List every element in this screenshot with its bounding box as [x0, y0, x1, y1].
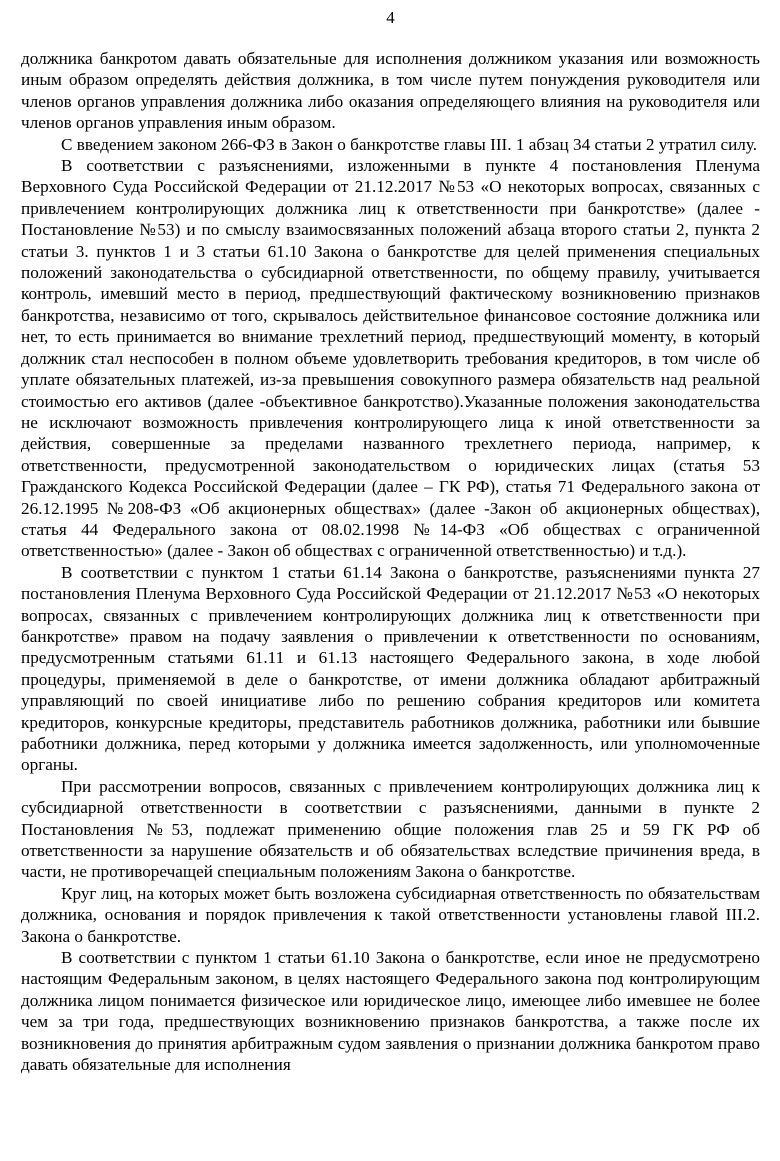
paragraph-circle-of-persons: Круг лиц, на которых может быть возложена субсидиарная ответственность по обязательствам должника, основания и порядок привлечения к такой ответственности установлены главой III.2. Закона о банкротстве.: [21, 883, 760, 946]
page-number: 4: [386, 8, 395, 27]
paragraph-general-provisions: При рассмотрении вопросов, связанных с привлечением контролирующих должника лиц к субсидиарной ответственности в соответствии с разъяснениями, данными в пункте 2 Постановления №53, подлежат применению общие положения глав 25 и 59 ГК РФ об ответственности за нарушение обязательств и об обязательствах вследствие причинения вреда, в части, не противоречащей специальным положениям Закона о банкротстве.: [21, 776, 760, 882]
paragraph-continuation: должника банкротом давать обязательные для исполнения должником указания или возможность иным образом определять действия должника, в том числе путем понуждения руководителя или членов органов управления должника либо оказания определяющего влияния на руководителя или членов органов управления иным образом.: [21, 49, 760, 133]
paragraph-266fz: С введением законом 266-ФЗ в Закон о банкротстве главы III. 1 абзац 34 статьи 2 утратил силу.: [61, 134, 758, 154]
paragraph-clarifications-point-4: В соответствии с разъяснениями, изложенными в пункте 4 постановления Пленума Верховного Суда Российской Федерации от 21.12.2017 №53 «О некоторых вопросах, связанных с привлечением контролирующих должника лиц к ответственности при банкротстве» (далее - Постановление №53) и по смыслу взаимосвязанных положений абзаца второго статьи 2, пункта 2 статьи 3. пунктов 1 и 3 статьи 61.10 Закона о банкротстве для целей применения специальных положений законодательства о субсидиарной ответственности, по общему правилу, учитывается контроль, имевший место в период, предшествующий фактическому возникновению признаков банкротства, независимо от того, скрывалось действительное финансовое состояние должника или нет, то есть принимается во внимание трехлетний период, предшествующий моменту, в который должник стал неспособен в полном объеме удовлетворить требования кредиторов, в том числе об уплате обязательных платежей, из-за превышения совокупного размера обязательств над реальной стоимостью его активов (далее -объективное банкротство).Указанные положения законодательства не исключают возможность привлечения контролирующего лица к иной ответственности за действия, совершенные за пределами названного трехлетнего периода, например, к ответственности, предусмотренной законодательством о юридических лицах (статья 53 Гражданского Кодекса Российской Федерации (далее – ГК РФ), статья 71 Федерального закона от 26.12.1995 №208-ФЗ «Об акционерных обществах» (далее -Закон об акционерных обществах), статья 44 Федерального закона от 08.02.1998 №14-ФЗ «Об обществах с ограниченной ответственностью» (далее - Закон об обществах с ограниченной ответственностью) и т.д.).: [21, 156, 760, 561]
paragraph-article-61-14: В соответствии с пунктом 1 статьи 61.14 Закона о банкротстве, разъяснениями пункта 27 постановления Пленума Верховного Суда Российской Федерации от 21.12.2017 №53 «О некоторых вопросах, связанных с привлечением контролирующих должника лиц к ответственности при банкротстве» правом на подачу заявления о привлечении к ответственности по основаниям, предусмотренным статьями 61.11 и 61.13 настоящего Федерального закона, в ходе любой процедуры, применяемой в деле о банкротстве, от имени должника обладают арбитражный управляющий по своей инициативе либо по решению собрания кредиторов или комитета кредиторов, конкурсные кредиторы, представитель работников должника, работники или бывшие работники должника, перед которыми у должника имеется задолженность, или уполномоченные органы.: [21, 562, 760, 775]
paragraph-article-61-10: В соответствии с пунктом 1 статьи 61.10 Закона о банкротстве, если иное не предусмотрено настоящим Федеральным законом, в целях настоящего Федерального закона под контролирующим должника лицом понимается физическое или юридическое лицо, имеющее либо имевшее не более чем за три года, предшествующих возникновению признаков банкротства, а также после их возникновения до принятия арбитражным судом заявления о признании должника банкротом право давать обязательные для исполнения: [21, 948, 760, 1075]
